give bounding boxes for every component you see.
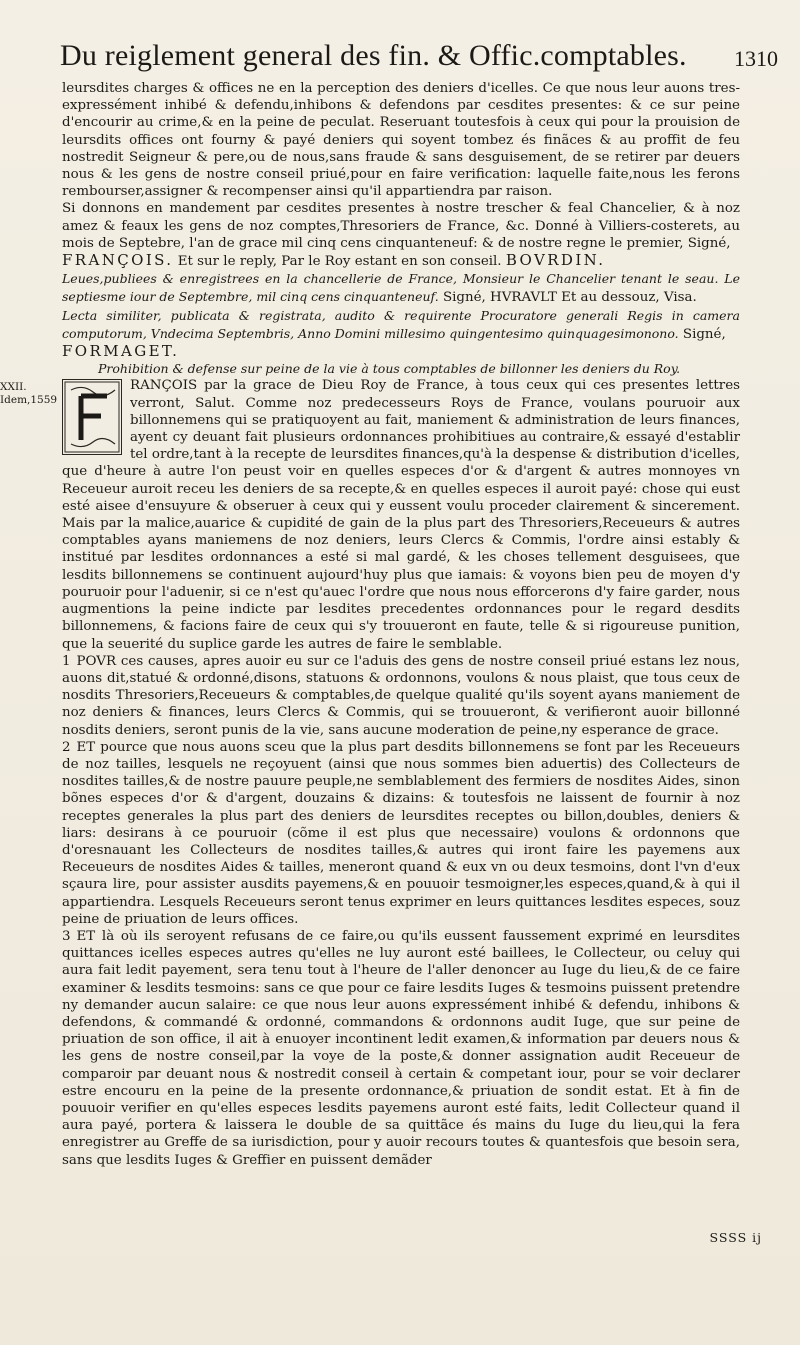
- signatory-formaget: FORMAGET.: [62, 342, 180, 361]
- numbered-article: [62, 928, 740, 1169]
- signatory-name: FRANÇOIS.: [62, 251, 174, 270]
- article-number: 1: [62, 653, 71, 669]
- body-text: [0, 80, 740, 1169]
- signe-hurault: Signé, HVRAVLT Et au dessouz, Visa.: [442, 290, 697, 306]
- paragraph: leursdites charges & offices ne en la perception des deniers d'icelles. Ce que nous leur auons tres-expressément inhibé & defendu,inhibons & defendons par cesdites presentes: & ce sur peine d'encourir au crime,& en la peine de peculat. Reseruant toutesfois à ceux qui pour la prouision de leursdits offices ont fourny & payé deniers qui soyent tombez és finãces & au proffit de feu nostredit Seigneur & pere,ou de nous,sans fraude & sans desguisement, de se retirer par deuers nous & les gens de nostre conseil priué,pour en faire verification: laquelle faite,nous les ferons rembourser,assigner & recompenser ainsi qu'il appartiendra par raison.: [62, 81, 740, 200]
- registration-italic: Leues,publiees & enregistrees en la chancellerie de France, Monsieur le Chancelier tenant le seau. Le septiesme iour de Septembre, mil cinq cens cinquanteneuf.: [62, 271, 740, 305]
- article-text: POVR ces causes, apres auoir eu sur ce l'aduis des gens de nostre conseil priué estans lez nous, auons dit,statué & ordonné,disons, statuons & ordonnons, voulons & nous plaist, que tous ceux de nosdits Thresoriers,Receueurs & comptables,de quelque qualité qu'ils soyent ayans maniement de noz deniers & finances, leurs Clercs & Commis, qui se trouueront, & verifieront auoir billonné nosdits deniers, seront punis de la vie, sans aucune moderation de peine,ny esperance de grace.: [62, 653, 740, 738]
- section-title: Prohibition & defense sur peine de la vie à tous comptables de billonner les deniers du Roy.: [98, 361, 681, 377]
- opening-paragraph: RANÇOIS par la grace de Dieu Roy de France, à tous ceux qui ces presentes lettres verront, Salut. Comme noz predecesseurs Roys de France, voulans pouruoir aux billonnemens qui se pratiquoyent au fait, maniement & administration de leurs finances, ayent cy deuant fait plusieurs ordonnances prohibitiues au contraire,& essayé d'establir tel ordre,tant à la recepte de leursdites finances,qu'à la despense & distribution d'icelles, que d'heure à autre l'on peust voir en quelles especes d'or & d'argent & autres monnoyes vn Receueur auroit receu les deniers de sa recepte,& en quelles especes il auroit payé: chose qui eust esté aisee d'ensuyure & obseruer à ceux qui y eussent voulu proceder clairement & sincerement. Mais par la malice,auarice & cupidité de gain de la plus part des Thresoriers,Receueurs & autres comptables ayans maniemens de noz deniers, leurs Clercs & Commis, l'ordre ainsi estably & institué par lesdites ordonnances a esté si mal gardé, & les choses tellement desguisees, que lesdits billonnemens se continuent aujourd'huy plus que iamais: & voyons bien peu de moyen d'y pouruoir pour l'aduenir, si ce n'est qu'auec l'ordre que nous nous efforcerons d'y faire garder, nous augmentions la peine indicte par lesdites precedentes ordonnances pour le regard desdits billonnemens, & facions faire de ceux qui s'y trouueront en faute, telle & si rigoureuse punition, que la seuerité du suplice garde les autres de faire le semblable.: [62, 378, 740, 652]
- registration-note: [62, 270, 740, 306]
- article-text: ET pource que nous auons sceu que la plus part desdits billonnemens se font par les Receueurs de noz tailles, lesquels ne reçoyuent (ainsi que nous sommes bien aduertis) des Collecteurs de nosdites tailles,& de nostre pauure peuple,ne semblablement des fermiers de nosdites Aides, sinon bõnes especes d'or & d'argent, douzains & dizains: & toutesfois ne laissent de fournir à noz receptes generales la plus part des deniers de leursdites receptes ou billon,doubles, deniers & liars: desirans à ce pouruoir (cõme il est plus que necessaire) voulons & ordonnons que d'oresnauant les Collecteurs de nosdites tailles,& autres qui iront faire les payemens aux Receueurs de nosdites Aides & tailles, meneront quand & eux vn ou deux tesmoins, dont l'vn d'eux sçaura lire, pour assister ausdits payemens,& en pouuoir tesmoigner,les especes,quand,& à qui il appartiendra. Lesquels Receueurs seront tenus exprimer en leurs quittances lesdites especes, souz peine de priuation de leurs offices.: [62, 739, 740, 927]
- signatory-name-2: BOVRDIN.: [505, 251, 606, 270]
- folio-number: 1310: [734, 46, 778, 71]
- running-title: Du reiglement general des fin. & Offic.comptables.: [60, 39, 687, 72]
- marginal-number: XXII.: [0, 381, 27, 394]
- signature-mark: SSSS ij: [709, 1230, 762, 1245]
- signature-mid: Et sur le reply, Par le Roy estant en son conseil.: [177, 254, 502, 270]
- latin-italic: Lecta similiter, publicata & registrata, audito & requirente Procuratore generali Regis in camera computorum, Vndecima Septembris, Anno Domini millesimo quingentesimo quinquagesimonono.: [62, 307, 740, 341]
- ornamental-initial-icon: [62, 379, 122, 455]
- article-number: 3: [62, 928, 71, 944]
- marginal-date: Idem,1559: [0, 394, 58, 407]
- article-number: 2: [62, 739, 71, 755]
- numbered-article: [62, 739, 740, 928]
- signature-line-francois: [62, 252, 740, 270]
- numbered-article: [62, 653, 740, 739]
- latin-note: [62, 307, 740, 343]
- signe-label: Signé,: [682, 326, 726, 342]
- article-text: ET là où ils seroyent refusans de ce faire,ou qu'ils eussent faussement exprimé en leursdites quittances icelles especes autres qu'elles ne luy auront esté baillees, le Collecteur, ou celuy qui aura fait ledit payement, sera tenu tout à l'heure de l'aller denoncer au Iuge du lieu,& de ce faire examiner & lesdits tesmoins: sans ce que pour ce faire lesdits Iuges & tesmoins puissent pretendre ny demander aucun salaire: ce que nous leur auons expressément inhibé & defendu, inhibons & defendons, & commandé & ordonné, commandons & ordonnons audit Iuge, que sur peine de priuation de son office, il ait à enuoyer incontinent ledit examen,& information par deuers nous & les gens de nostre conseil,par la voye de la poste,& donner assignation audit Receueur de comparoir par deuant nous & nostredit conseil à certain & competant iour, pour se voir declarer estre encouru en la peine de la presente ordonnance,& priuation de sondit estat. Et à fin de pouuoir verifier en qu'elles especes lesdits payemens auront esté faits, ledit Collecteur quand il aura payé, portera & laissera le double de sa quittãce és mains du Iuge du lieu,qui la fera enregistrer au Greffe de sa iurisdiction, pour y auoir recours toutes & quantesfois que besoin sera, sans que lesdits Iuges & Greffier en puissent demãder: [62, 928, 740, 1168]
- ordinance-block: [0, 377, 740, 652]
- marginal-note: [0, 381, 56, 407]
- page-header: [60, 38, 778, 82]
- paragraph: Si donnons en mandement par cesdites presentes à nostre trescher & feal Chancelier, & à noz amez & feaux les gens de noz comptes,Thresoriers de France, &c. Donné à Villiers-costerets, au mois de Septebre, l'an de grace mil cinq cens cinquanteneuf: & de nostre regne le premier, Signé,: [62, 201, 740, 251]
